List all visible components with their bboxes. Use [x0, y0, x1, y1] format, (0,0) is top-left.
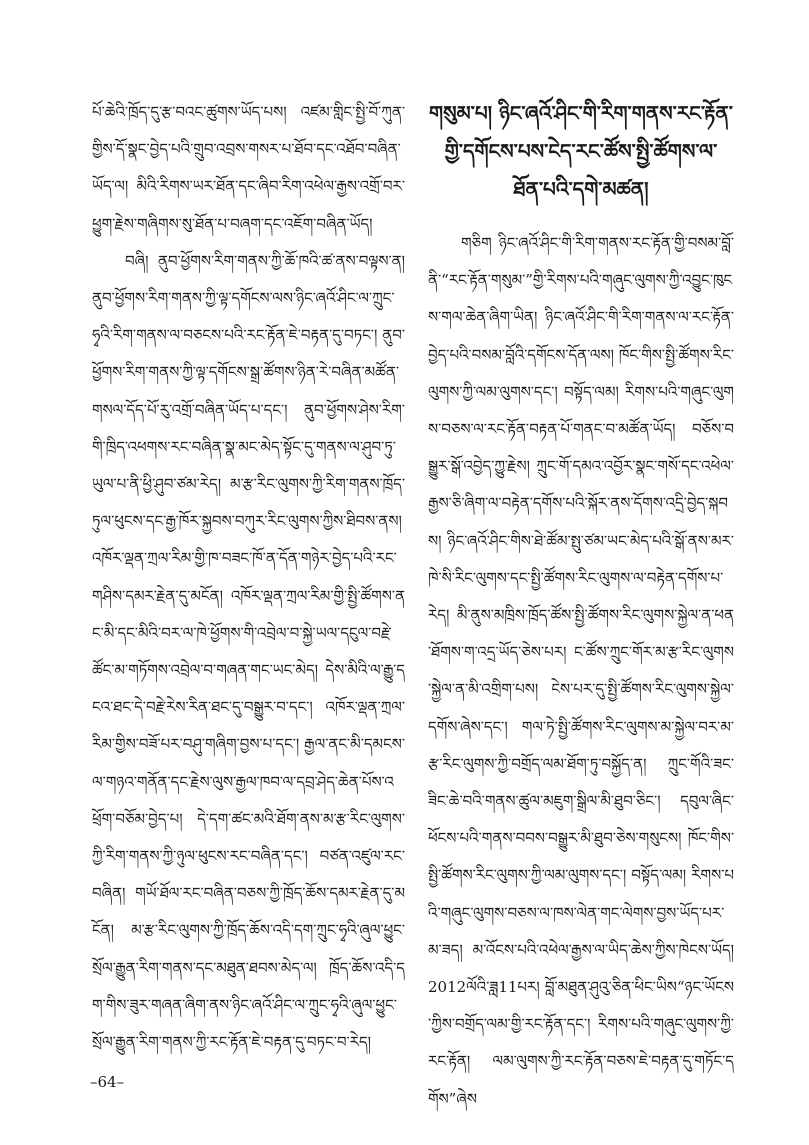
page-number: –64– [90, 1073, 125, 1091]
right-paragraph-1: གཅིག ཉིང་ཞའོ་ཤིང་གི་རིག་གནས་རང་རྟོན་གྱི་བསམ་བློ་ནི་“རང་རྟོན་གསུམ་”གྱི་རིགས་པའི་གཞུང་ལུགས་ཀྱི་འབྱུང་ཁུངས་གལ་ཆེན་ཞིག་ཡིན། ཉིང་ཞའོ་ཤིང་གི་རིག་གནས་ལ་རང་རྟོན་བྱེད་པའི་བསམ་བློའི་དགོངས་དོན་ལས། ཁོང་གིས་སྤྱི་ཚོགས་རིང་ལུགས་ཀྱི་ལམ་ལུགས་དང་། བསྟོད་ལམ། རིགས་པའི་གཞུང་ལུགས་བཅས་ལ་རང་རྟོན་བརྟན་པོ་གནང་བ་མཚོན་ཡོད། བཅོས་བསྒྱུར་སྒོ་འབྱེད་ཀྱུ་རྗེས། ཀྲུང་གོ་དམའ་འབྱོར་སྣང་གསོ་དང་འཕེལ་རྒྱས་ཅི་ཞིག་ལ་བརྟེན་དགོས་པའི་སྐོར་ནས་དོགས་འདྲི་བྱེད་སྐབས། ཉིང་ཞའོ་ཤིང་གིས་ཐེ་ཚོམ་སྤུ་ཙམ་ཡང་མེད་པའི་སྒོ་ནས་མར་ཁེ་སི་རིང་ལུགས་དང་སྤྱི་ཚོགས་རིང་ལུགས་ལ་བརྟེན་དགོས་པ་རེད། མི་ནུས་མཁྲིས་ཁྲོད་ཚོས་སྤྱི་ཚོགས་རིང་ལུགས་སྐྱེལ་ན་ཕན་ཐོགས་ག་འདྲ་ཡོད་ཅེས་པར། ང་ཚོས་ཀྲུང་གོར་མ་རྩ་རིང་ལུགས་སྐྱེལ་ན་མི་འགྲིག་པས། ངེས་པར་དུ་སྤྱི་ཚོགས་རིང་ལུགས་སྐྱེལ་དགོས་ཞེས་དང་། གལ་ཏེ་སྤྱི་ཚོགས་རིང་ལུགས་མ་སྐྱེལ་བར་མ་རྩ་རིང་ལུགས་ཀྱི་བགྲོད་ལམ་ཐོག་ཏུ་བསྐྱོད་ན། ཀྲུང་གོའི་ཟང་ཟིང་ཆེ་བའི་གནས་ཚུལ་མཇུག་སྒྲིལ་མི་ཐུབ་ཅིང་། དབུལ་ཞིང་ཕོངས་པའི་གནས་བབས་བསྒྱུར་མི་ཐུབ་ཅེས་གསུངས། ཁོང་གིས་སྤྱི་ཚོགས་རིང་ལུགས་ཀྱི་ལམ་ལུགས་དང་། བསྟོད་ལམ། རིགས་པའི་གཞུང་ལུགས་བཅས་ལ་ཁས་ལེན་གང་ལེགས་བྱས་ཡོད་པར་མ་ཟད། མ་འོངས་པའི་འཕེལ་རྒྱས་ལ་ཡིད་ཆེས་ཀྱིས་ཁེངས་ཡོད། 2012ལོའི་ཟླ11པར། བློ་མཐུན་ཤུའུ་ཅིན་ཕིང་ཡིས“ཉང་ཡོངས་ཀྱིས་བགྲོད་ལམ་གྱི་རང་རྟོན་དང་། རིགས་པའི་གཞུང་ལུགས་ཀྱི་རང་རྟོན། ལམ་ལུགས་ཀྱི་རང་རྟོན་བཅས་ཇེ་བརྟན་དུ་གཏོང་དགོས”ཞེས [428, 234, 734, 1108]
left-paragraph-1: པོ་ཆེའི་ཁྲོད་དུ་རྩ་བའང་ཚུགས་ཡོད་པས། འཛམ་གླིང་སྤྱི་བོ་ཀུན་གྱིས་དོ་སྣང་བྱེད་པའི་གྲུབ་འབྲས་གསར་པ་ཐོབ་དང་འཐོབ་བཞིན་ཡོད་ལ། མིའི་རིགས་ཡར་ཐོན་དང་ཞིབ་རིག་འཕེལ་རྒྱས་འགྲོ་བར་ཕྱུག་རྗེས་གཞིགས་སུ་ཐོན་པ་བཞག་དང་འཇོག་བཞིན་ཡོད། [92, 103, 405, 233]
section-heading-line-3: ཐོན་པའི་དགེ་མཚན། [513, 177, 649, 201]
right-column [428, 94, 734, 1118]
left-paragraph-2: བཞི། ནུབ་ཕྱོགས་རིག་གནས་ཀྱི་ཆོ་ཁའི་ཚ་ནས་བལྟས་ན། ནུབ་ཕྱོགས་རིག་གནས་ཀྱི་ལྟ་དགོངས་ལས་ཉིང་ཞའོ་ཤིང་ལ་ཀྲུང་ཧྭའི་རིག་གནས་ལ་བཅངས་པའི་རང་རྟོན་ཇེ་བརྟན་དུ་བཏང་། ནུབ་ཕྱོགས་རིག་གནས་ཀྱི་ལྟ་དགོངས་སྒྲ་ཚོགས་ཉིན་རེ་བཞིན་མཚོན་གསལ་དོད་པོ་རུ་འགྲོ་བཞིན་ཡོད་པ་དང་། ནུབ་ཕྱོགས་ཤེས་རིག་གི་ཁྲིད་འཕགས་རང་བཞིན་སྣ་མང་མེད་སྟོང་དུ་གནས་ལ་ཤུབ་ཏུ་ཡུལ་པ་ནི་ཕྱི་ཤུབ་ཙམ་རེད། མ་རྩ་རིང་ལུགས་ཀྱི་རིག་གནས་ཁྲོད་ཏུལ་ཕུངས་དང་རྒྱ་ཁོར་སྐྱབས་བཀུར་རིང་ལུགས་ཀྱིས་ཐིབས་ནས། འཁོར་ལྡན་ཀྲལ་རིམ་གྱི་ཁ་བཟང་ཁོ་ན་དོན་གཉེར་བྱེད་པའི་རང་གཤིས་དམར་རྗེན་དུ་མངོན། འཁོར་ལྡན་ཀྲལ་རིམ་གྱི་སྤྱི་ཚོགས་ནང་མི་དང་མིའི་བར་ལ་ཁེ་ཕྱོགས་གི་འབྲེལ་བ་སྐྱེ་ཡལ་དངུལ་བརྗེ་ཚོང་མ་གཏོགས་འབྲེལ་བ་གཞན་གང་ཡང་མེད། དེས་མིའི་ལ་རྒྱུ་དངའ་ཐང་དེ་བརྗེ་རེས་རིན་ཐང་དུ་བསྒྱུར་བ་དང་། འཁོར་ལྡན་ཀྲལ་རིམ་གྱིས་བཟོ་པར་བཤུ་གཞིག་བྱས་པ་དང་། རྒྱལ་ནང་མི་དམངས་ལ་གཉའ་གནོན་དང་རྗེས་ལུས་རྒྱལ་ཁབ་ལ་དབྲ་ཤེད་ཆེན་པོས་འཕྲོག་བཅོམ་བྱེད་པ། དེ་དག་ཚང་མའི་ཐོག་ནས་མ་རྩ་རིང་ལུགས་ཀྱི་རིག་གནས་ཀྱི་ཉུལ་ཕུངས་རང་བཞིན་དང་། བཙན་འཛུལ་རང་བཞིན། གཡོ་ཐོལ་རང་བཞིན་བཅས་ཀྱི་ཁྲོད་ཆོས་དམར་རྗེན་དུ་མངོན། མ་རྩ་རིང་ལུགས་ཀྱི་ཁྲོད་ཆོས་འདི་དག་ཀྲུང་ཧྭའི་ཞུལ་ཕྱུང་སྲོལ་རྒྱུན་རིག་གནས་དང་མཐུན་ཐབས་མེད་ལ། ཁྲོད་ཆོས་འདི་དག་གིས་ཟུར་གཞན་ཞིག་ནས་ཉིང་ཞའོ་ཤིང་ལ་ཀྲུང་ཧྭའི་ཞུལ་ཕྱུང་སྲོལ་རྒྱུན་རིག་གནས་ཀྱི་རང་རྟོན་ཇེ་བརྟན་དུ་བཏང་བ་རེད། [92, 251, 405, 1052]
left-column [92, 94, 405, 1061]
section-heading [428, 94, 734, 208]
section-heading-line-2: གྱི་དགོངས་པས་ངེད་རང་ཚོས་སྤྱི་ཚོགས་ལ་ [444, 139, 718, 163]
section-heading-line-1: གསུམ་པ། ཉིང་ཞའོ་ཤིང་གི་རིག་གནས་རང་རྟོན་ [429, 101, 733, 125]
